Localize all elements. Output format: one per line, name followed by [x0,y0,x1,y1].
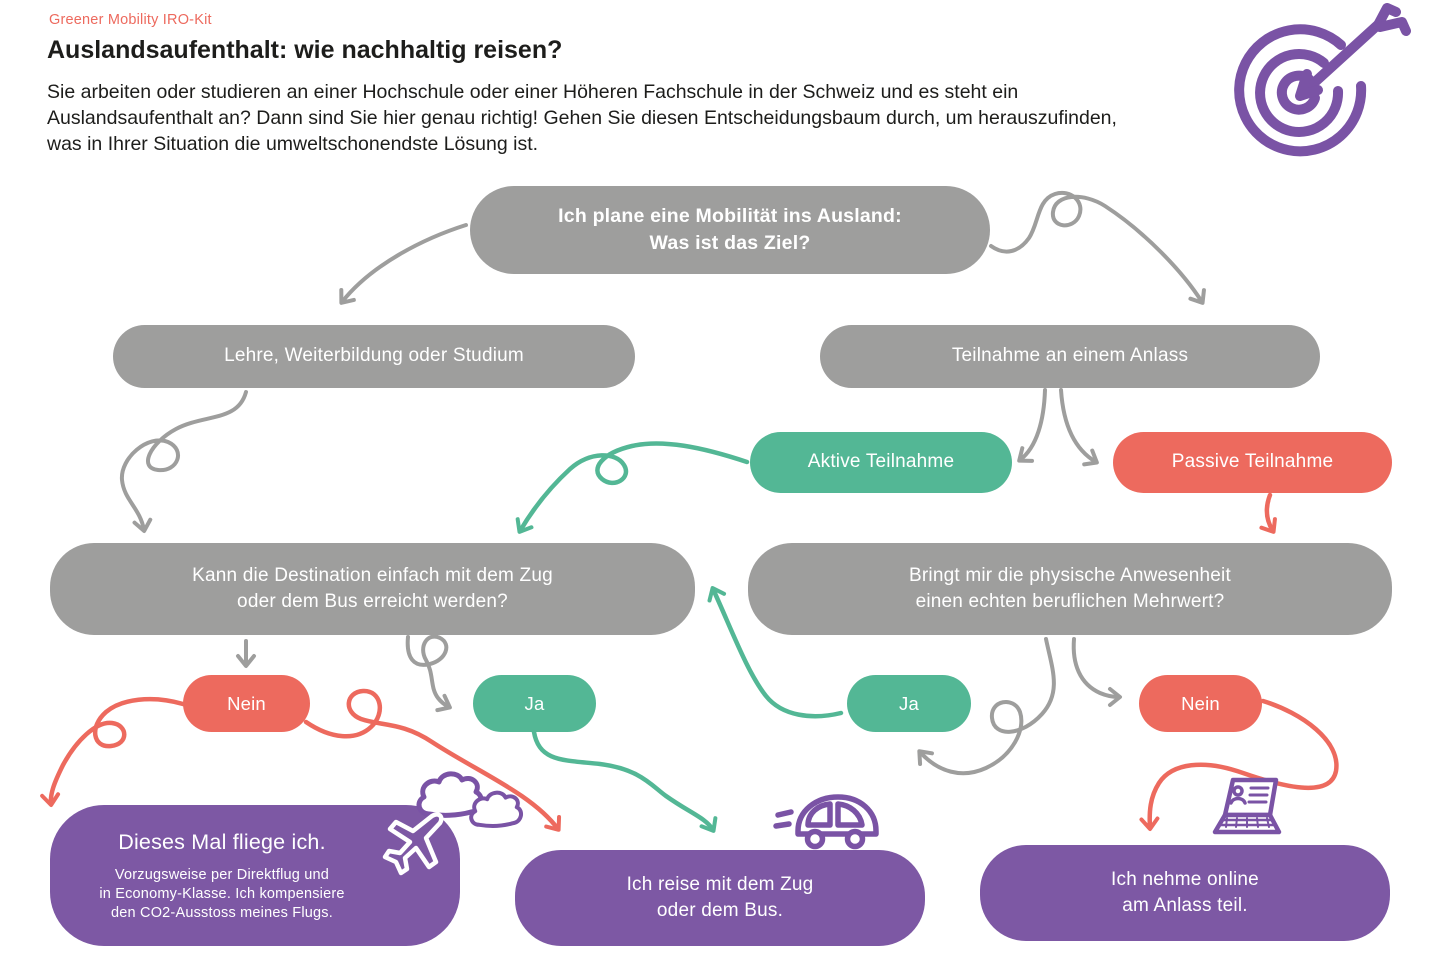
car-icon [776,797,876,847]
edge-passive-mehrwert-arrow [1267,495,1273,531]
node-zugfrage-line1: Kann die Destination einfach mit dem Zug [192,564,553,586]
node-fliegen-body-line1: Vorzugsweise per Direktflug und [114,867,330,884]
edge-start-anlass-arrow [991,193,1202,302]
node-start-line2: Was ist das Ziel? [649,232,811,254]
node-zug-line1: Ich reise mit dem Zug [626,873,814,895]
node-fliegen-body-line3: den CO2-Ausstoss meines Flugs. [111,905,333,922]
kicker: Greener Mobility IRO-Kit [49,12,212,28]
node-anlass [820,325,1320,388]
pill-nein-links-label: Nein [227,692,266,714]
node-start [470,186,990,274]
node-zug [515,850,925,946]
node-passive-teilnahme [1113,432,1392,493]
node-online-line1: Ich nehme online [1111,868,1259,890]
edge-mehrwert-nein-arrow [1074,639,1119,697]
edge-aktive-zugfrage-arrow [520,443,747,531]
node-aktive-teilnahme [750,432,1012,493]
node-start-line1: Ich plane eine Mobilität ins Ausland: [558,205,902,228]
node-fliegen-body-line2: in Economy-Klasse. Ich kompensiere [99,886,345,903]
node-mehrwert [748,543,1392,635]
node-mehrwert-line1: Bringt mir die physische Anwesenheit [909,564,1231,586]
node-passive-label: Passive Teilnahme [1171,451,1334,473]
edge-anlass-passive-arrow [1061,390,1096,462]
pill-ja-links [473,675,596,732]
pill-ja-rechts-label: Ja [899,692,919,714]
node-lehre-label: Lehre, Weiterbildung oder Studium [224,345,524,367]
page-title: Auslandsaufenthalt: wie nachhaltig reisen? [47,36,563,64]
edge-neinlinks-fliegen-arrow [51,699,183,804]
pill-nein-rechts-label: Nein [1181,692,1220,714]
node-lehre [113,325,635,388]
pill-ja-rechts [847,675,971,732]
intro-text: Sie arbeiten oder studieren an einer Hochschule oder einer Höheren Fachschule in der Schweiz und es steht ein Auslandsaufenthalt an? Dann sind Sie hier genau richtig! Gehen Sie diesen Entscheidungsbaum durch, um herauszufinden, was in Ihrer Situation die umweltschonendste Lösung ist. [47,81,1117,155]
node-anlass-label: Teilnahme an einem Anlass [951,345,1189,367]
node-online [980,845,1390,941]
edge-start-lehre-arrow [342,225,466,302]
target-icon [1239,8,1406,151]
edge-anlass-aktive-arrow [1020,390,1045,460]
node-fliegen-body [99,866,344,923]
node-fliegen [50,805,460,946]
node-aktive-label: Aktive Teilnahme [807,451,955,473]
edge-jalinks-zug-arrow [534,732,713,830]
node-zugfrage [50,543,695,635]
edge-lehre-zugfrage-arrow [122,392,246,530]
node-online-line2: am Anlass teil. [1122,895,1248,916]
pill-nein-links [183,675,310,732]
node-mehrwert-line2: einen echten beruflichen Mehrwert? [915,591,1225,612]
pill-ja-links-label: Ja [524,692,545,714]
laptop-icon [1215,780,1279,832]
node-fliegen-title: Dieses Mal fliege ich. [118,829,326,854]
node-zugfrage-line2: oder dem Bus erreicht werden? [237,591,508,612]
edge-zugfrage-ja-arrow [408,637,449,707]
pill-nein-rechts [1139,675,1262,732]
node-zug-line2: oder dem Bus. [656,900,784,921]
